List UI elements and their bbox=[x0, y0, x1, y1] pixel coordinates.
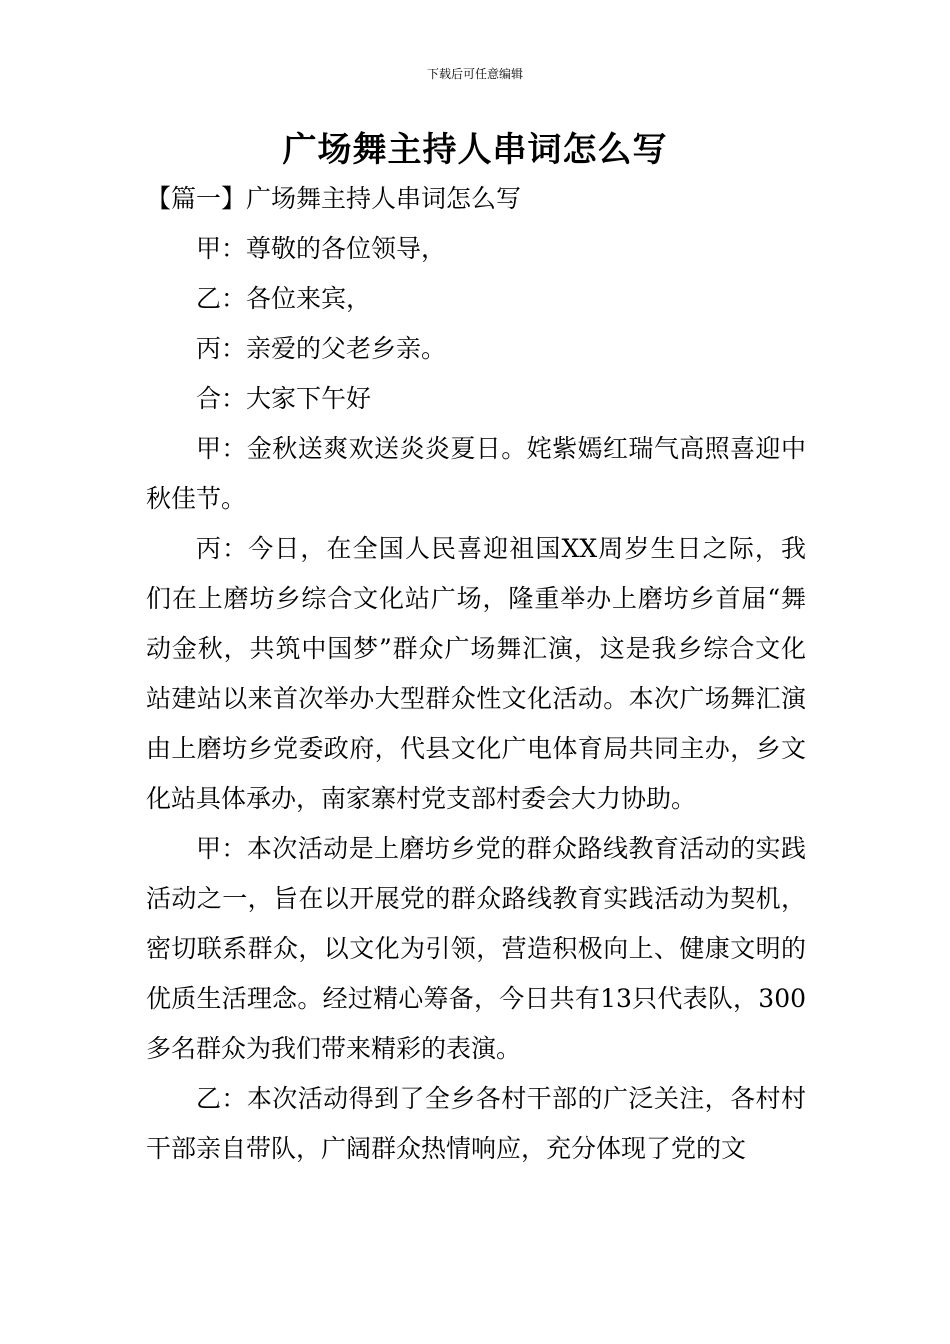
paragraph: 丙：今日，在全国人民喜迎祖国XX周岁生日之际，我们在上磨坊乡综合文化站广场，隆重举办上磨坊乡首届“舞动金秋，共筑中国梦”群众广场舞汇演，这是我乡综合文化站建站以来首次举办大型群众性文化活动。本次广场舞汇演由上磨坊乡党委政府，代县文化广电体育局共同主办，乡文化站具体承办，南家寨村党支部村委会大力协助。 bbox=[146, 534, 806, 813]
paragraph: 乙：本次活动得到了全乡各村干部的广泛关注，各村村干部亲自带队，广阔群众热情响应，充分体现了党的文 bbox=[146, 1084, 806, 1163]
paragraph: 丙：亲爱的父老乡亲。 bbox=[196, 334, 447, 363]
document-title: 广场舞主持人串词怎么写 bbox=[282, 130, 668, 170]
document-body bbox=[146, 174, 806, 1174]
paragraph: 乙：各位来宾， bbox=[196, 284, 372, 313]
paragraph: 甲：金秋送爽欢送炎炎夏日。姹紫嫣红瑞气高照喜迎中秋佳节。 bbox=[146, 434, 806, 513]
section-heading: 【篇一】广场舞主持人串词怎么写 bbox=[146, 184, 522, 213]
paragraph: 甲：本次活动是上磨坊乡党的群众路线教育活动的实践活动之一，旨在以开展党的群众路线教育实践活动为契机，密切联系群众，以文化为引领，营造积极向上、健康文明的优质生活理念。经过精心筹备，今日共有13只代表队，300多名群众为我们带来精彩的表演。 bbox=[146, 834, 806, 1063]
paragraph: 合：大家下午好 bbox=[196, 384, 372, 413]
header-note: 下载后可任意编辑 bbox=[426, 67, 523, 81]
paragraph: 甲：尊敬的各位领导， bbox=[196, 234, 447, 263]
